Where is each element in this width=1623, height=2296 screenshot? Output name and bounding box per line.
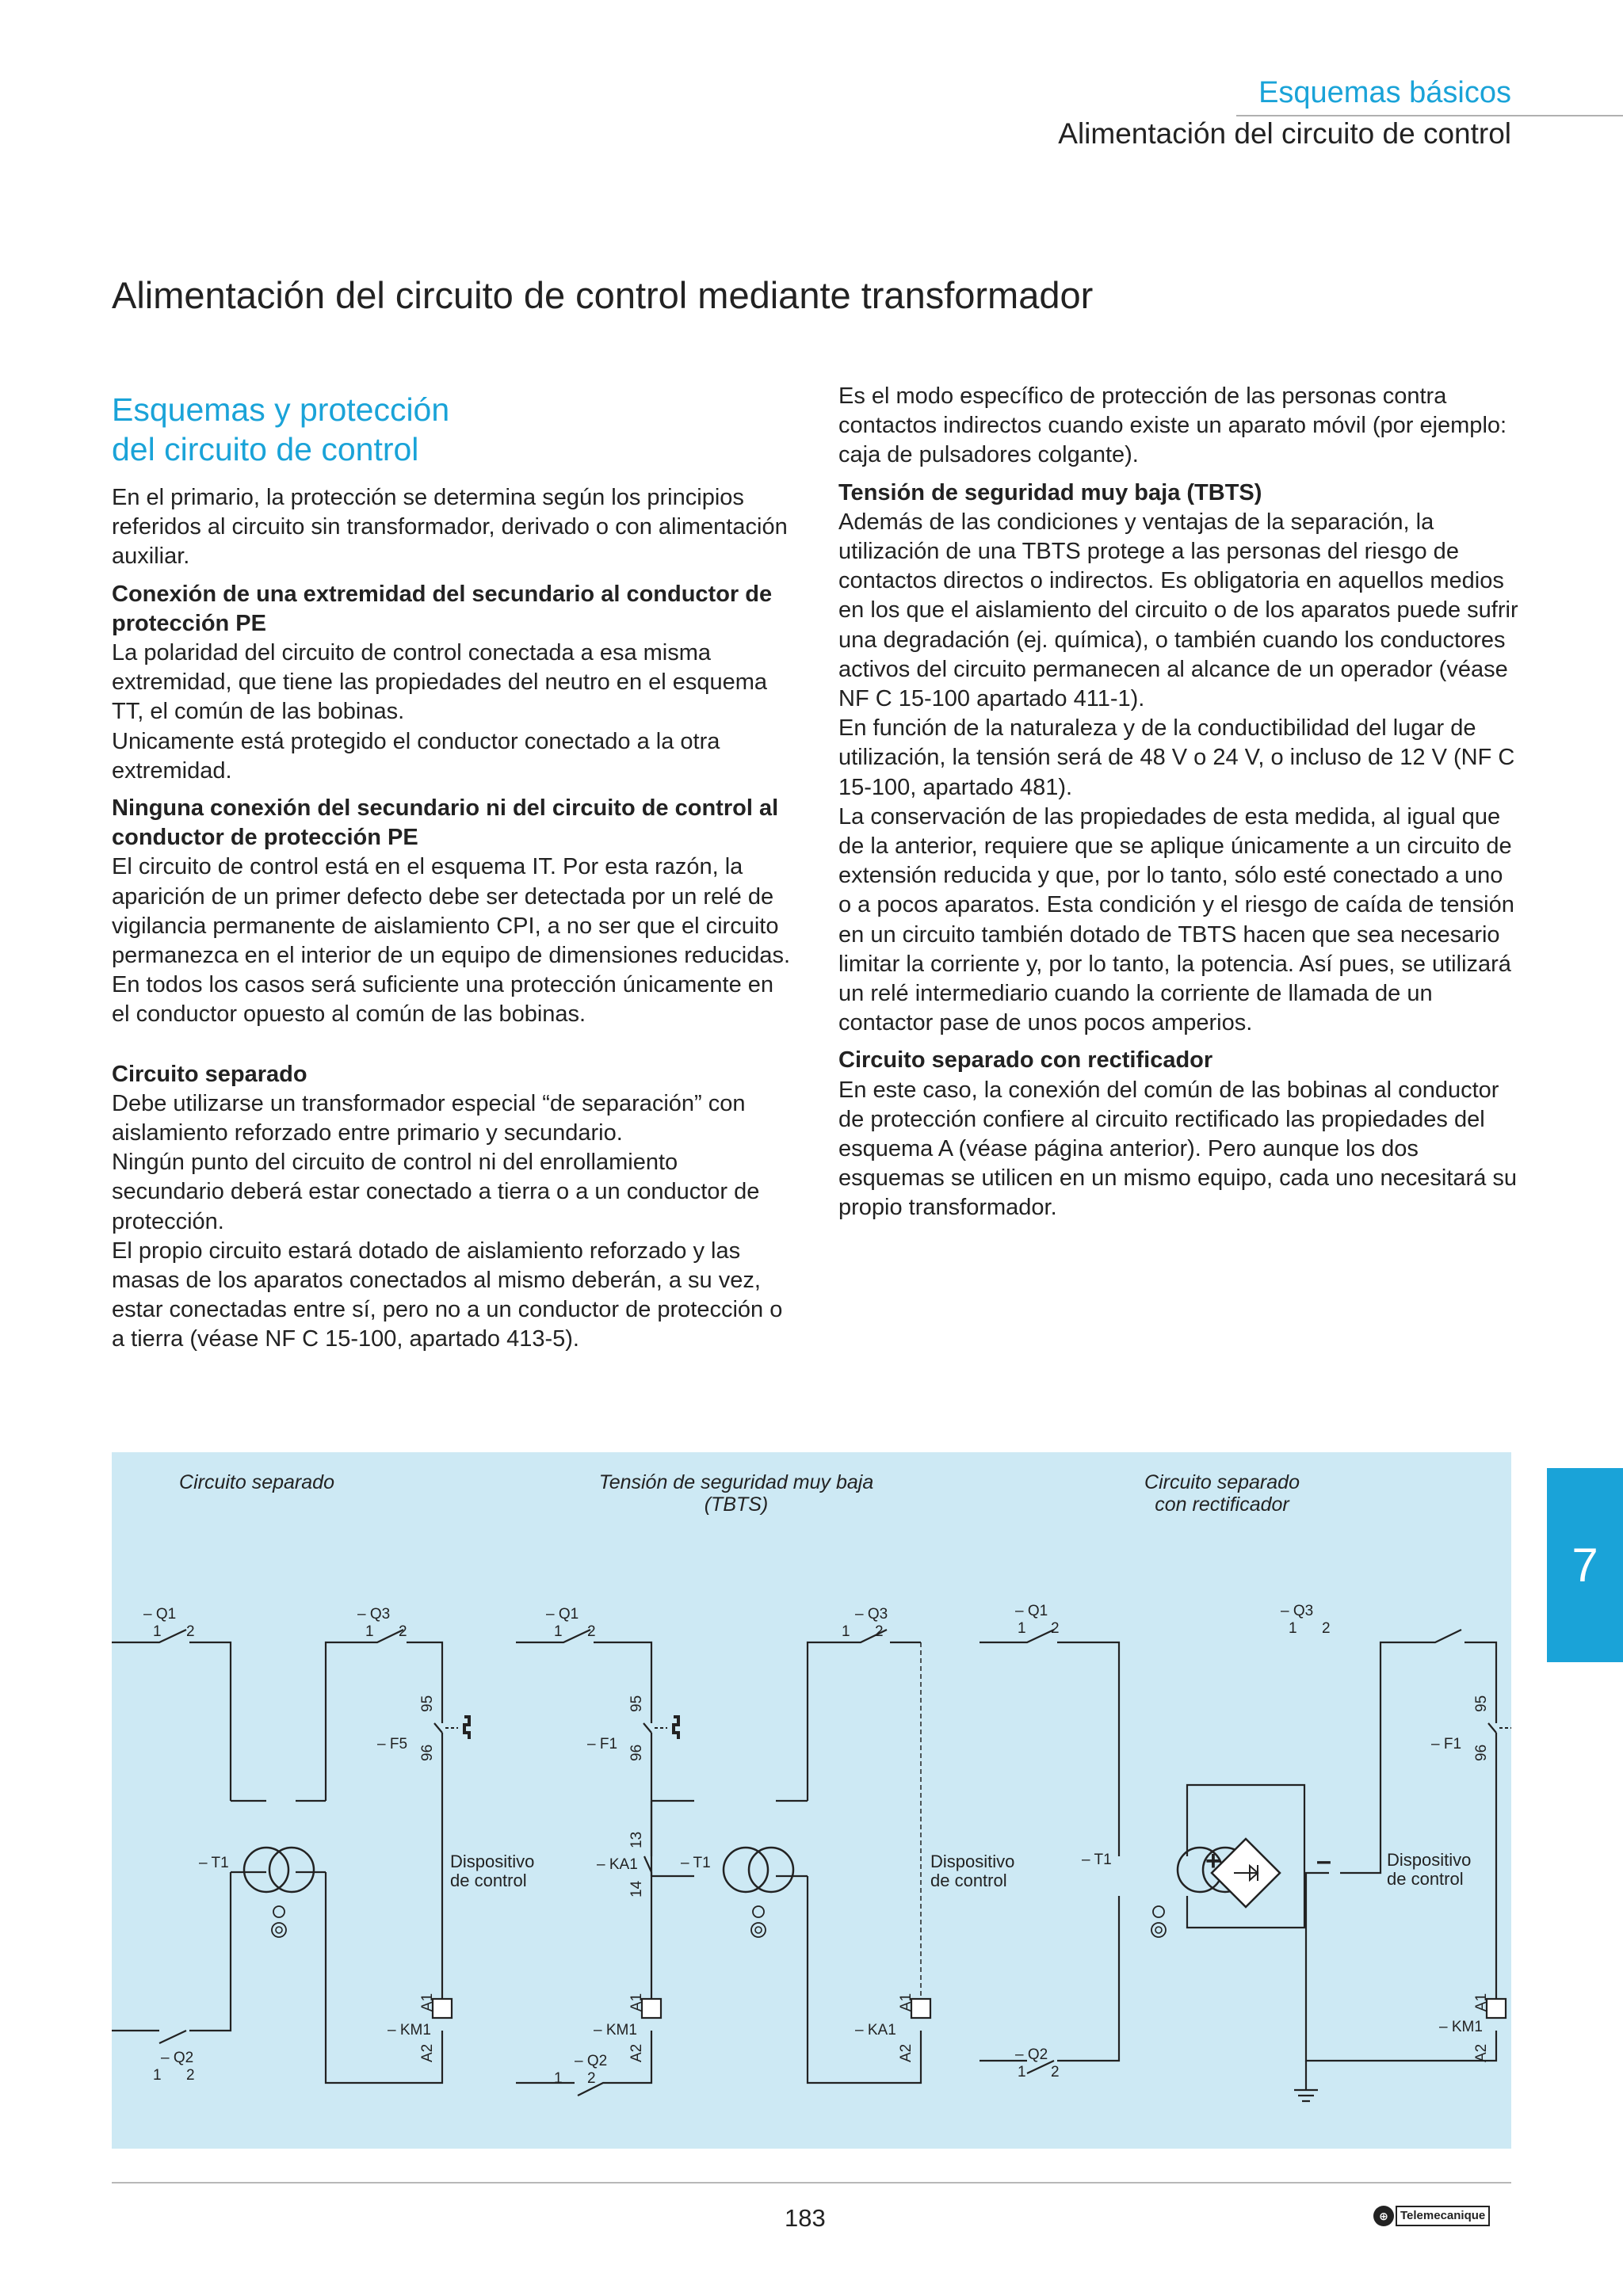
label-q3: – Q3 <box>855 1606 888 1623</box>
label-q1: – Q1 <box>1015 1603 1048 1619</box>
left-column <box>112 383 793 1355</box>
label-n1: 1 <box>1018 2064 1026 2081</box>
label-a2: A2 <box>419 2043 436 2062</box>
label-q3: – Q3 <box>357 1606 391 1623</box>
paragraph: El propio circuito estará dotado de aislamiento reforzado y las masas de los aparatos conectados al mismo deberán, a su vez, estar conectadas entre sí, pero no a un conductor de protección o a tierra (véase NF C 15-100, apartado 413-5). <box>112 1238 783 1352</box>
label-n2: 2 <box>399 1623 407 1640</box>
label-a1: A1 <box>1473 1993 1490 2012</box>
label-km1: – KM1 <box>388 2022 431 2039</box>
label-a2: A2 <box>1473 2043 1490 2062</box>
double-insulation-icon <box>749 1902 768 1937</box>
label-n1: 1 <box>554 2070 563 2087</box>
double-insulation-icon <box>1149 1902 1168 1937</box>
label-96: 96 <box>419 1744 436 1761</box>
label-device-1: Dispositivo <box>930 1852 1015 1871</box>
label-t1: – T1 <box>1082 1852 1112 1868</box>
right-column <box>838 382 1520 1223</box>
label-q1: – Q1 <box>546 1606 579 1623</box>
page-title: Alimentación del circuito de control mediante transformador <box>112 274 1094 316</box>
footer-divider <box>112 2182 1511 2183</box>
label-q1: – Q1 <box>143 1606 177 1623</box>
thermal-relay-f1-icon <box>643 1714 678 1742</box>
paragraph: La conservación de las propiedades de esta medida, al igual que de la anterior, requiere que se aplique únicamente a un circuito de extensión reducida y que, por lo tanto, sólo esté conectado a uno o a pocos aparatos. Esta condición y el riesgo de caída de tensión en un circuito también dotado de TBTS hacen que sea necesario limitar la corriente y, por lo tanto, la potencia. Así pues, se utilizará un relé intermediario cuando la corriente de llamada de un contactor pase de unos pocos amperios. <box>838 803 1514 1036</box>
label-km1: – KM1 <box>1439 2019 1483 2035</box>
heading-pe-connection: Conexión de una extremidad del secundario al conductor de protección PE <box>112 581 773 636</box>
label-n2: 2 <box>1051 2064 1060 2081</box>
label-f1: – F1 <box>587 1736 618 1753</box>
label-q2: – Q2 <box>575 2053 608 2069</box>
diagram-title-2a: Tensión de seguridad muy baja <box>598 1471 874 1493</box>
label-minus: – <box>1316 1846 1331 1876</box>
label-n1: 1 <box>365 1623 374 1640</box>
heading-no-pe-connection: Ninguna conexión del secundario ni del circuito de control al conductor de protección PE <box>112 795 779 851</box>
label-f5: – F5 <box>377 1736 408 1753</box>
label-n2: 2 <box>186 1623 195 1640</box>
logo-mark-icon: ⊕ <box>1373 2206 1394 2226</box>
label-t1: – T1 <box>681 1855 711 1871</box>
label-95: 95 <box>419 1695 436 1712</box>
label-96: 96 <box>1473 1744 1490 1761</box>
header-divider <box>1236 115 1623 116</box>
circuit-diagrams <box>112 1452 1511 2149</box>
label-n2: 2 <box>587 2070 596 2087</box>
label-95: 95 <box>628 1695 645 1712</box>
label-n1: 1 <box>1289 1620 1297 1637</box>
header-subsection: Alimentación del circuito de control <box>1058 117 1511 150</box>
label-14: 14 <box>628 1880 645 1897</box>
paragraph: El circuito de control está en el esquema IT. Por esta razón, la aparición de un primer defecto debe ser detectada por un relé de vigilancia permanente de aislamiento CPI, a no ser que el circuito permanezca en el interior de un equipo de dimensiones reducidas. En todos los casos será suficiente una protección únicamente en el conductor opuesto al común de las bobinas. <box>112 854 791 1028</box>
paragraph: Es el modo específico de protección de las personas contra contactos indirectos cuando existe un aparato móvil (por ejemplo: caja de pulsadores colgante). <box>838 383 1507 468</box>
diagram-title-2b: (TBTS) <box>704 1493 769 1516</box>
label-n1: 1 <box>842 1623 850 1640</box>
double-insulation-icon <box>269 1902 288 1937</box>
paragraph: Unicamente está protegido el conductor conectado a la otra extremidad. <box>112 728 720 784</box>
label-a2: A2 <box>628 2043 645 2062</box>
label-device-2: de control <box>930 1871 1007 1890</box>
transformer-t1-icon <box>244 1848 314 1892</box>
diagram-title-1: Circuito separado <box>179 1471 334 1493</box>
label-ka1: – KA1 <box>855 2022 896 2039</box>
label-plus: + <box>1205 1846 1221 1876</box>
page-number: 183 <box>785 2204 826 2232</box>
paragraph: Debe utilizarse un transformador especial “de separación” con aislamiento reforzado entre primario y secundario. <box>112 1090 746 1146</box>
label-q2: – Q2 <box>1015 2046 1048 2063</box>
schematic-svg <box>112 1452 1511 2149</box>
paragraph: En este caso, la conexión del común de las bobinas al conductor de protección confiere al circuito rectificado las propiedades del esquema A (véase página anterior). Pero aunque los dos esquemas se utilicen en un mismo equipo, cada uno necesitará su propio transformador. <box>838 1077 1518 1221</box>
header-section: Esquemas básicos <box>1258 76 1511 109</box>
label-q2: – Q2 <box>161 2050 194 2066</box>
paragraph: La polaridad del circuito de control conectada a esa misma extremidad, que tiene las propiedades del neutro en el esquema TT, el común de las bobinas. <box>112 640 768 725</box>
thermal-relay-f1-icon <box>1488 1714 1511 1742</box>
label-n2: 2 <box>587 1623 596 1640</box>
label-n1: 1 <box>153 1623 162 1640</box>
paragraph: Ningún punto del circuito de control ni del enrollamiento secundario deberá estar conectado a tierra o a un conductor de protección. <box>112 1150 760 1234</box>
heading-rectifier: Circuito separado con rectificador <box>838 1047 1213 1074</box>
label-ka1: – KA1 <box>597 1856 638 1873</box>
label-n2: 2 <box>1322 1620 1331 1637</box>
label-device-2: de control <box>1387 1869 1464 1889</box>
label-13: 13 <box>628 1831 645 1848</box>
label-a2: A2 <box>898 2043 915 2062</box>
label-96: 96 <box>628 1744 645 1761</box>
heading-separated-circuit: Circuito separado <box>112 1061 307 1087</box>
thermal-relay-f5-icon <box>434 1714 469 1742</box>
label-n1: 1 <box>1018 1620 1026 1637</box>
diagram-title-3b: con rectificador <box>1155 1493 1289 1516</box>
label-n2: 2 <box>186 2067 195 2084</box>
label-n2: 2 <box>1051 1620 1060 1637</box>
label-f1: – F1 <box>1431 1736 1462 1753</box>
transformer-t1-icon <box>724 1848 793 1892</box>
label-95: 95 <box>1473 1695 1490 1712</box>
chapter-tab: 7 <box>1547 1468 1623 1662</box>
logo-word: Telemecanique <box>1396 2206 1490 2226</box>
rectifier-bridge-icon <box>1212 1839 1280 1907</box>
intro-paragraph: En el primario, la protección se determina según los principios referidos al circuito sin transformador, derivado o con alimentación auxiliar. <box>112 485 788 570</box>
label-a1: A1 <box>628 1993 645 2012</box>
label-q3: – Q3 <box>1281 1603 1314 1619</box>
label-n2: 2 <box>875 1623 884 1640</box>
label-device-2: de control <box>450 1871 527 1890</box>
label-device-1: Dispositivo <box>1387 1850 1472 1870</box>
heading-tbts: Tensión de seguridad muy baja (TBTS) <box>838 479 1262 505</box>
label-n1: 1 <box>153 2067 162 2084</box>
label-device-1: Dispositivo <box>450 1852 535 1871</box>
section-title: Esquemas y protección del circuito de control <box>112 391 450 467</box>
telemecanique-logo <box>1373 2206 1490 2226</box>
label-a1: A1 <box>419 1993 436 2012</box>
label-t1: – T1 <box>199 1855 229 1871</box>
label-a1: A1 <box>898 1993 915 2012</box>
label-n1: 1 <box>554 1623 563 1640</box>
label-km1: – KM1 <box>594 2022 637 2039</box>
paragraph: Además de las condiciones y ventajas de la separación, la utilización de una TBTS protege a las personas del riesgo de contactos directos o indirectos. Es obligatoria en aquellos medios en los que el aislamiento del circuito o de los aparatos puede sufrir una degradación (ej. química), o también cuando los conductores activos del circuito permanecen al alcance de un operador (véase NF C 15-100 apartado 411-1). <box>838 509 1518 712</box>
paragraph: En función de la naturaleza y de la conductibilidad del lugar de utilización, la tensión será de 48 V o 24 V, o incluso de 12 V (NF C 15-100, apartado 481). <box>838 715 1515 800</box>
diagram-title-3a: Circuito separado <box>1144 1471 1300 1493</box>
